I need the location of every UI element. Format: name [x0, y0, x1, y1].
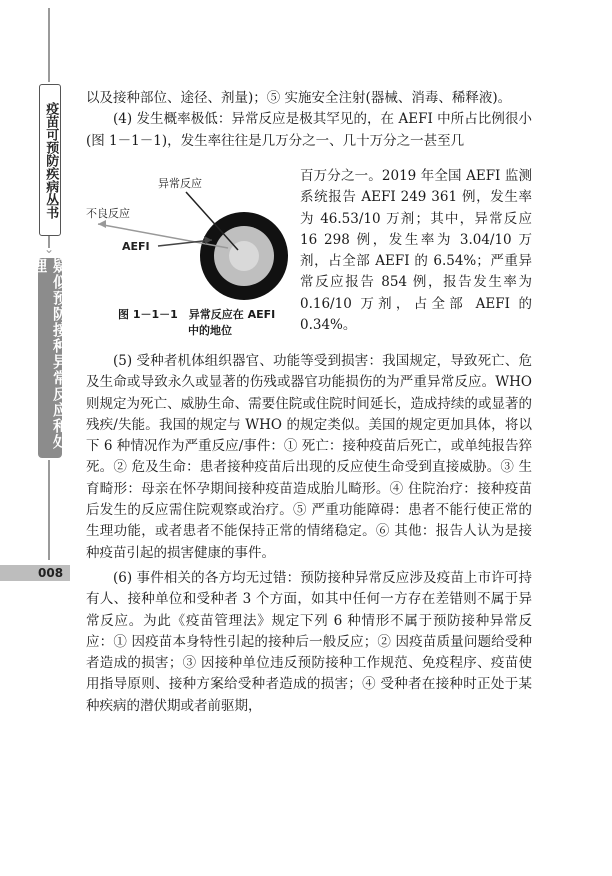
- book-title-tab: [30, 258, 69, 458]
- sidebar-rule-bottom: [48, 460, 50, 560]
- series-title: 疫苗可预防疾病丛书: [43, 101, 59, 219]
- book-title: 疑似预防接种异常反应和处理: [30, 258, 69, 450]
- label-aefi: AEFI: [122, 240, 150, 253]
- paragraph-4-intro: (4) 发生概率极低：异常反应是极其罕见的，在 AEFI 中所占比例很小(图 1－1－1)，发生率往往是几万分之一、几十万分之一甚至几: [86, 111, 532, 149]
- adverse-arrow-head: [98, 220, 106, 228]
- chevron-down-icon: ⌄: [43, 242, 55, 256]
- figure-caption-line1: 图 1－1－1 异常反应在 AEFI: [118, 308, 276, 321]
- figure-caption: [118, 307, 288, 339]
- paragraph-5: (5) 受种者机体组织器官、功能等受到损害：我国规定，导致死亡、危及生命或导致永久或显著的伤残或器官功能损伤的为严重异常反应。WHO 则规定为死亡、威胁生命、需要住院或住院时间延长，造成持续的或显著的残疾/失能。我国的规定与 WHO 的规定类似。美国的规定更加具体，将以下 6 种情况作为严重反应/事件：① 死亡：接种疫苗后死亡，或单纯报告猝死。② 危及生命：患者接种疫苗后出现的反应使生命受到直接威胁。③ 生育畸形：母亲在怀孕期间接种疫苗造成胎儿畸形。④ 住院治疗：接种疫苗后发生的反应需住院观察或治疗。⑤ 严重功能障碍：患者不能行使正常的生理功能，或者患者不能保持正常的情绪稳定。⑥ 其他：报告人认为是接种疫苗引起的损害健康的事件。: [86, 353, 532, 561]
- body-text-right: [300, 166, 532, 336]
- figure-caption-line2: 中的地位: [188, 324, 232, 337]
- paragraph-6: (6) 事件相关的各方均无过错：预防接种异常反应涉及疫苗上市许可持有人、接种单位和受种者 3 个方面，如其中任何一方存在差错则不属于异常反应。为此《疫苗管理法》规定下列 6 种情形不属于预防接种异常反应：① 因疫苗本身特性引起的接种后一般反应；② 因疫苗质量问题给受种者造成的损害；③ 因接种单位违反预防接种工作规范、免疫程序、疫苗使用指导原则、接种方案给受种者造成的损害；④ 受种者在接种时正处于某种疾病的潜伏期或者前驱期，: [86, 569, 532, 714]
- body-text-top: [86, 88, 532, 152]
- label-adverse: 不良反应: [86, 207, 130, 220]
- paragraph-line1: 以及接种部位、途径、剂量)；⑤ 实施安全注射(器械、消毒、稀释液)。: [86, 90, 512, 106]
- page-number: 008: [38, 566, 64, 580]
- paragraph-4-continued: 百万分之一。2019 年全国 AEFI 监测系统报告 AEFI 249 361 例，发生率为 46.53/10 万剂；其中，异常反应 16 298 例，发生率为 3.04/10 万剂，占全部 AEFI 的 6.54%；严重异常反应报告 854 例，报告发生率为 0.16/10 万剂，占全部 AEFI 的 0.34%。: [300, 168, 532, 334]
- label-abnormal: 异常反应: [158, 177, 202, 190]
- series-title-box: [39, 84, 61, 236]
- sidebar-rule-top: [48, 8, 50, 82]
- body-text-lower: [86, 351, 532, 717]
